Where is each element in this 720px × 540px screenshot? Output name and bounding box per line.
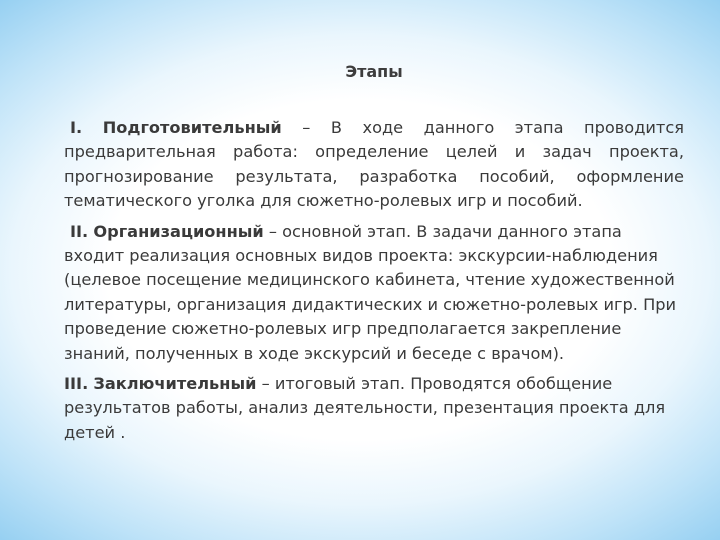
stage-1-number: I. [70,118,83,137]
stage-1-paragraph [64,116,684,214]
stage-3-paragraph [64,372,684,445]
stage-2-name: Организационный [93,221,264,241]
stage-2-paragraph [64,220,684,366]
stage-2-number: II. [70,221,89,241]
slide-body [64,116,684,451]
slide-title: Этапы [345,62,403,81]
stage-3-text: – итоговый этап. Проводятся обобщение результатов работы, анализ деятельности, презентация проекта для детей . [64,374,666,442]
stage-1-name: Подготовительный [102,118,282,137]
stage-2-text: – основной этап. В задачи данного этапа входит реализация основных видов проекта: экскурсии-наблюдения (целевое посещение медицинского кабинета, чтение художественной литературы, организация дидактических и сюжетно-ролевых игр. При проведение сюжетно-ролевых игр предполагается закрепление знаний, полученных в ходе экскурсий и беседе с врачом). [64,221,677,363]
stage-3-number: III. [64,374,89,394]
stage-1-text: – В ходе данного этапа проводится предварительная работа: определение целей и задач проекта, прогнозирование результата, разработка пособий, оформление тематического уголка для сюжетно-ролевых игр и пособий. [64,118,684,211]
stage-3-name: Заключительный [93,374,257,394]
